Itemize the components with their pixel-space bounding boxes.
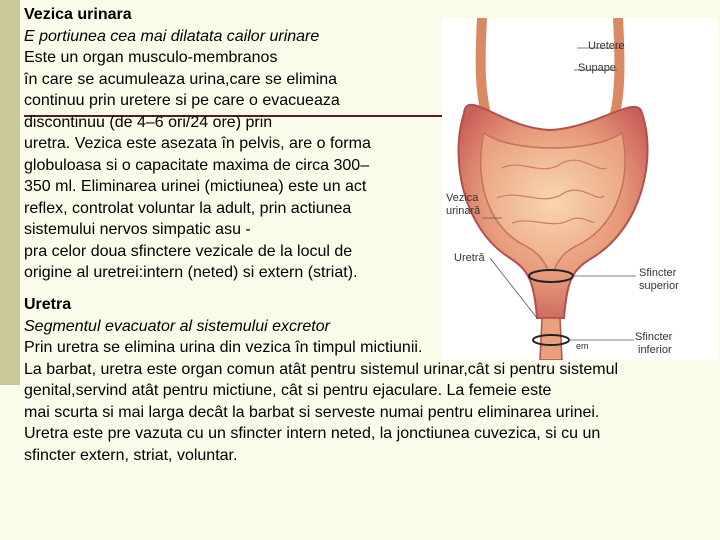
bladder-title: Vezica urinara <box>24 6 132 23</box>
label-supape: Supape <box>578 62 616 74</box>
text-line: pra celor doua sfinctere vezicale de la locul de <box>24 242 353 260</box>
urethra-subtitle: Segmentul evacuator al sistemului excretor <box>24 317 330 335</box>
bladder-subtitle: E portiunea cea mai dilatata cailor urinare <box>24 27 320 45</box>
text-line: 350 ml. Eliminarea urinei (mictiunea) este un act <box>24 178 367 195</box>
text-line: mai scurta si mai larga decât la barbat si serveste numai pentru eliminarea urinei. <box>24 403 600 421</box>
text-line: genital,servind atât pentru mictiune, cât si pentru ejaculare. La femeie este <box>24 382 552 399</box>
label-vezica-1: Vezica <box>446 192 479 204</box>
text-line: origine al uretrei:intern (neted) si extern (striat). <box>24 264 358 281</box>
text-line: Este un organ musculo-membranos <box>24 49 278 66</box>
text-line: sistemului nervos simpatic asu - <box>24 221 251 238</box>
text-line: sfincter extern, striat, voluntar. <box>24 446 238 464</box>
label-uretere: Uretere <box>588 40 625 52</box>
label-uretra: Uretră <box>454 252 485 264</box>
text-line: La barbat, uretra este organ comun atât pentru sistemul urinar,cât si pentru sistemul <box>24 360 619 378</box>
text-line: discontinuu (de 4–6 ori/24 ore) prin <box>24 113 273 131</box>
text-line: Uretra este pre vazuta cu un sfincter intern neted, la jonctiunea cuvezica, si cu un <box>24 425 601 442</box>
text-line: Prin uretra se elimina urina din vezica în timpul mictiunii. <box>24 339 423 356</box>
urethra-title: Uretra <box>24 296 72 313</box>
label-sfincter-inferior-1: Sfincter <box>635 331 673 343</box>
label-sfincter-superior-2: superior <box>639 280 679 292</box>
text-line: globuloasa si o capacitate maxima de circa 300– <box>24 156 370 174</box>
text-line: în care se acumuleaza urina,care se elimina <box>24 70 338 88</box>
label-sfincter-superior-1: Sfincter <box>639 267 677 279</box>
label-vezica-2: urinară <box>446 205 481 217</box>
label-sfincter-inferior-2: inferior <box>638 344 672 356</box>
left-accent-bar <box>0 0 20 385</box>
urethra-section <box>24 294 714 466</box>
label-stray: em <box>576 341 589 351</box>
text-line: continuu prin uretere si pe care o evacueaza <box>24 92 340 109</box>
text-line: reflex, controlat voluntar la adult, prin actiunea <box>24 199 352 217</box>
bladder-section <box>24 4 464 284</box>
text-line: uretra. Vezica este asezata în pelvis, are o forma <box>24 135 371 152</box>
